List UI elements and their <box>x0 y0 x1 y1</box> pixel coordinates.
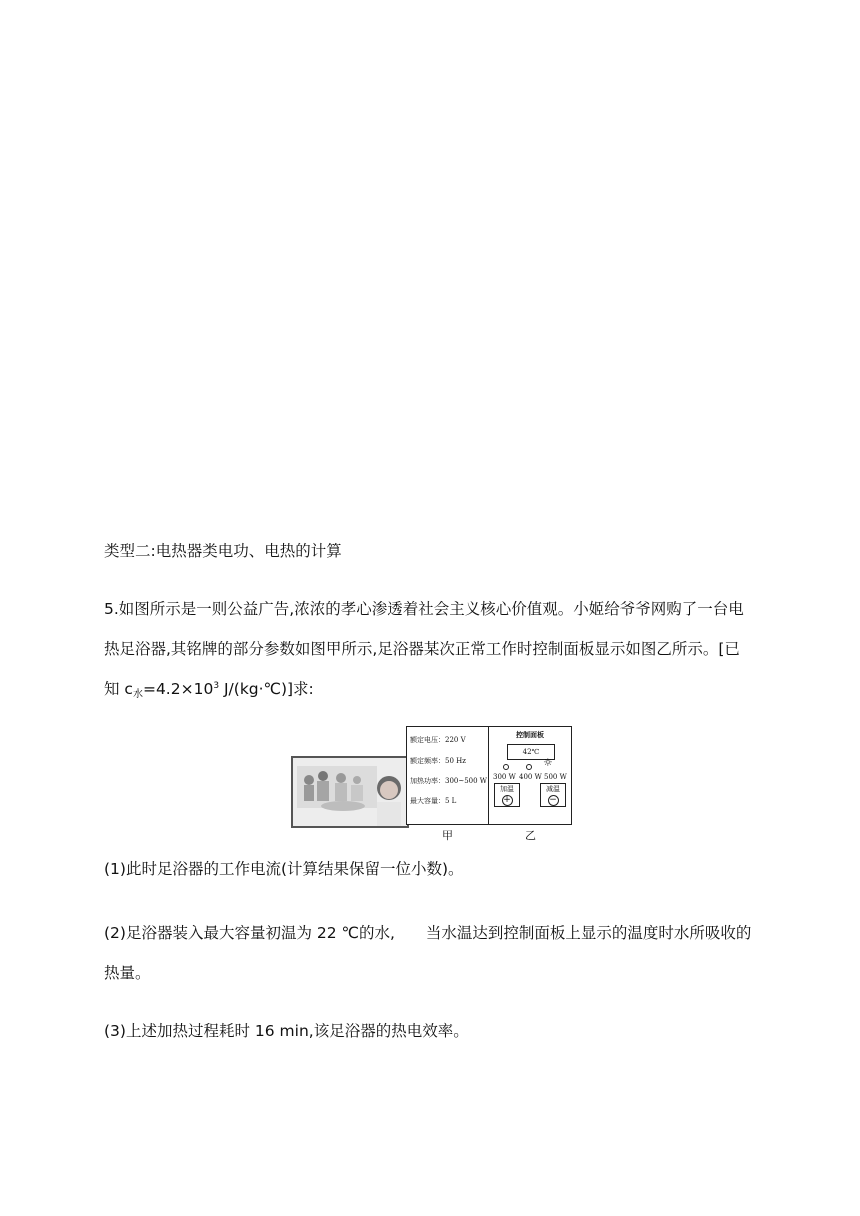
question-line-3 <box>104 677 314 700</box>
given-value: =4.2×10 <box>142 680 214 698</box>
section-title: 类型二:电热器类电功、电热的计算 <box>104 542 342 560</box>
minus-icon: − <box>549 795 557 805</box>
decrease-temp-label: 减温 <box>546 785 560 793</box>
part-2-line-1: (2)足浴器装入最大容量初温为 22 ℃的水, 当水温达到控制面板上显示的温度时水所吸收的 <box>104 924 752 942</box>
part-3: (3)上述加热过程耗时 16 min,该足浴器的热电效率。 <box>104 1022 469 1040</box>
power-300: 300 W <box>493 773 516 781</box>
figure <box>290 726 572 842</box>
given-c: 知 c <box>104 680 133 698</box>
panel-title: 控制面板 <box>516 730 544 739</box>
part-1: (1)此时足浴器的工作电流(计算结果保留一位小数)。 <box>104 860 464 878</box>
power-500: 500 W <box>544 773 567 781</box>
ad-photo <box>291 756 409 828</box>
question-line-1: 5.如图所示是一则公益广告,浓浓的孝心渗透着社会主义核心价值观。小姬给爷爷网购了一台电 <box>104 600 744 618</box>
power-400: 400 W <box>519 773 542 781</box>
temp-display: 42℃ <box>507 744 555 760</box>
given-sub: 水 <box>132 689 143 700</box>
given-unit: J/(kg·℃)]求: <box>219 680 314 698</box>
control-panel <box>488 726 572 825</box>
power-dot-300 <box>503 764 509 770</box>
max-capacity: 最大容量：5 L <box>410 797 457 805</box>
caption-jia: 甲 <box>442 829 453 842</box>
question-line-2: 热足浴器,其铭牌的部分参数如图甲所示,足浴器某次正常工作时控制面板显示如图乙所示。[已 <box>104 640 740 658</box>
increase-temp-button[interactable] <box>494 783 520 807</box>
rated-voltage: 额定电压：220 V <box>410 736 466 744</box>
sun-icon: ☼ <box>543 756 553 769</box>
plus-icon: + <box>503 795 511 805</box>
rated-frequency: 额定频率：50 Hz <box>410 757 466 765</box>
caption-yi: 乙 <box>525 829 536 842</box>
given-exponent: 3 <box>213 681 220 691</box>
nameplate <box>406 726 490 825</box>
increase-temp-label: 加温 <box>500 785 514 793</box>
decrease-temp-button[interactable] <box>540 783 566 807</box>
part-2-line-2: 热量。 <box>104 964 151 982</box>
heating-power: 加热功率：300~500 W <box>410 777 488 785</box>
power-dot-400 <box>526 764 532 770</box>
